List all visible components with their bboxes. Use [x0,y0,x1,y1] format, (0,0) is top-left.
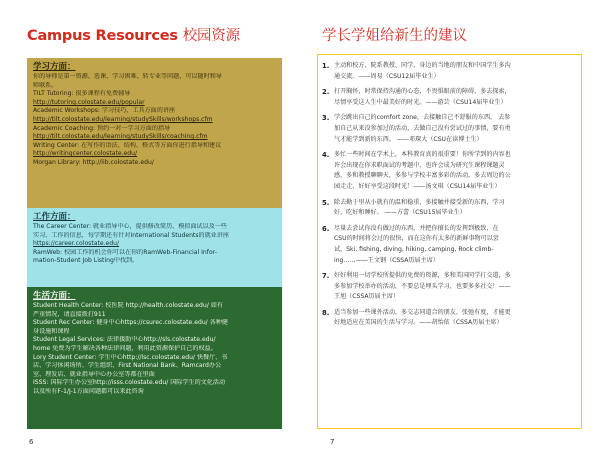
work-line: The Career Center: 就业指导中心，提供修改简历、模拟面试以及一些 [33,223,228,230]
life-line: Student Health Center: 校医院 http://health.colostate.edu/ 如有 [33,302,223,309]
advice-line: 尽量去尝试你没有做过的东西，并把你擅长的发挥到极致，在 [334,224,499,232]
advice-number: 3. [322,114,330,123]
life-section [27,287,282,429]
advice-line: 许会出现在你求职面试的考题中，也许会成为研究生课程课题灵 [334,161,505,169]
study-line: TILT Tutoring: 很多课程有免费辅导 [33,90,131,98]
advice-line: 打开胸怀，时常保持沟通的心态，不畏惧眼前的障碍，多去探索， [334,88,511,96]
advice-item [322,87,575,108]
advice-number: 8. [322,308,330,317]
title-english: Campus Resources [27,28,183,44]
page-number-left: 6 [29,438,34,446]
life-line: 以及所有F-1/J-1方面问题都可以来此咨询 [33,387,144,395]
advice-number: 1. [322,62,330,70]
advice-line: 加自己从来没参加过的活动，去做自己没有尝试过的事情，要有勇 [334,124,511,132]
study-line: Academic Coaching: 预约一对一学习方面的指导 [33,124,171,132]
advice-text [334,224,575,266]
study-heading: 学习方面： [33,62,76,72]
work-section [27,208,282,287]
study-line[interactable]: http://writingcenter.colostate.edu/ [33,150,138,158]
advice-number: 7. [322,272,330,281]
advice-item [322,308,575,329]
study-section [27,58,282,228]
life-line: ISSS: 国际学生办公室http://isss.colostate.edu/ 国际学生的文化活动 [33,379,226,387]
work-line: RamWeb: 校园工作的机会你可以在你的RamWeb-Financial Infor- [33,248,217,256]
advice-line: 园走走，好好享受这段时光！——汤文琪（CSU14届毕业生） [334,182,501,190]
work-line: 实习、工作的信息，每学期还有针对International Students的就业讲座 [33,231,229,239]
study-line: 师联系。 [33,81,58,89]
study-line: Writing Center: 在写作的语法、结构、格式等方面你进行指导和建议 [33,141,222,149]
life-line: 室、理发店、就业指导中心办公室等都在里面 [33,370,155,378]
advice-text [334,198,575,219]
work-line[interactable]: https://career.colostate.edu/ [33,240,120,248]
campus-resources-title [27,24,240,45]
advice-line: 主动和校方、院系教授、同学、身边的当地的朋友和中国学生多沟 [334,62,511,69]
advice-title: 学长学姐给新生的建议 [322,28,467,44]
life-line: Student Legal Services: 法律援助中心http://sls.colostate.edu/ [33,336,216,344]
advice-line: 通交流。——周易（CSU12届毕业生） [334,72,440,80]
advice-text [334,87,575,108]
advice-item [322,198,575,219]
work-line: mation-Student Job Listing中找到。 [33,257,139,265]
advice-number: 6. [322,224,330,233]
life-line: 身设施和课程 [33,327,70,335]
study-line[interactable]: http://tilt.colostate.edu/learning/studySkills/coaching.cfm [33,133,208,141]
advice-line: 好地适应在美国的生活与学习。——胡怡依（CSSA历届主席） [334,319,503,327]
advice-line: 好好利用一切学校所提供的免费的资源，多和美国同学打交道，多 [334,272,511,280]
advice-number: 2. [322,88,330,97]
advice-line: ing……——王文钢（CSSA历届主席） [334,256,439,264]
advice-text [334,61,575,82]
work-lines [33,223,276,266]
title-chinese: 校园资源 [182,28,240,44]
advice-item [322,224,575,266]
right-page [300,0,600,459]
advice-line: 尽情享受这人生中最美好的时光。——游芸（CSU14届毕业生） [334,98,507,106]
advice-item [322,271,575,303]
study-lines [33,73,276,168]
study-line[interactable]: http://tilt.colostate.edu/learning/studySkills/workshops.cfm [33,115,213,123]
advice-line: 适当参加一些课外活动，多交志同道合的朋友，张弛有度，才能更 [334,308,511,316]
advice-text [334,271,575,303]
life-line: 店、学习休闲场所、学生组织、First National Bank、Ramcard办公 [33,362,222,370]
advice-text [334,308,575,329]
advice-line: CSU的时间将会过的很快，而在这你有太多的新鲜事物可以尝 [334,235,499,243]
life-line: Lory Student Center: 学生中心http://lsc.colostate.edu/ 快餐厅、书 [33,353,228,361]
life-lines [33,302,276,397]
study-line: 你的导师是第一资源。选课、学习困难、转专业等问题，可以随时和导 [33,73,222,80]
advice-list [322,61,575,329]
advice-number: 5. [322,198,330,207]
advice-line: 学会跳出自己的comfort zone，去接触自己不舒服的东西。 去参 [334,114,511,122]
advice-line: 感，多和教授聊聊天，多参与学校丰富多彩的活动，多去周边的公 [334,172,511,180]
study-line: Morgan Library: http://lib.colostate.edu/ [33,158,154,166]
life-line: Student Rec Center: 健身中心https://csurec.colostate.edu/ 各种健 [33,319,228,327]
advice-line: 多忙一些时间在学术上，本科教育真的很重要！你所学到的内容也 [334,151,511,159]
advice-line: 除去勤于里从小就有的温和稳重，多接触并接受新的东西，学习 [334,198,505,206]
life-line: 严重情况，请直接拨打911 [33,310,106,318]
advice-item [322,150,575,192]
advice-item [322,61,575,82]
advice-line: 好，吃好和睡好。 ——方蕾（CSU15届毕业生） [334,209,466,217]
advice-box [317,54,582,429]
advice-text [334,113,575,145]
advice-item [322,113,575,145]
life-heading: 生活方面： [33,291,76,301]
study-line[interactable]: http://tutoring.colostate.edu/popular [33,98,145,106]
work-heading: 工作方面： [33,212,76,222]
page-number-right: 7 [330,438,335,446]
advice-line: 王旭（CSSA历届主席） [334,293,400,301]
advice-line: 多参加学校举办的活动，不要总是埋头学习，也要多多社交！—— [334,282,511,290]
life-line: home 免费为学生解决各种法律问题，利用此资源保护自己的权益。 [33,344,217,352]
advice-line: 气才能学到新的东西。 ——邓琛大（CSU在读博士生） [334,135,483,143]
study-line: Academic Workshops: 学习技巧，工具方面的讲座 [33,107,176,115]
advice-number: 4. [322,151,330,160]
advice-line: 试，Ski, fishing, diving, hiking, camping, Rock climb- [334,245,494,253]
advice-text [334,150,575,192]
